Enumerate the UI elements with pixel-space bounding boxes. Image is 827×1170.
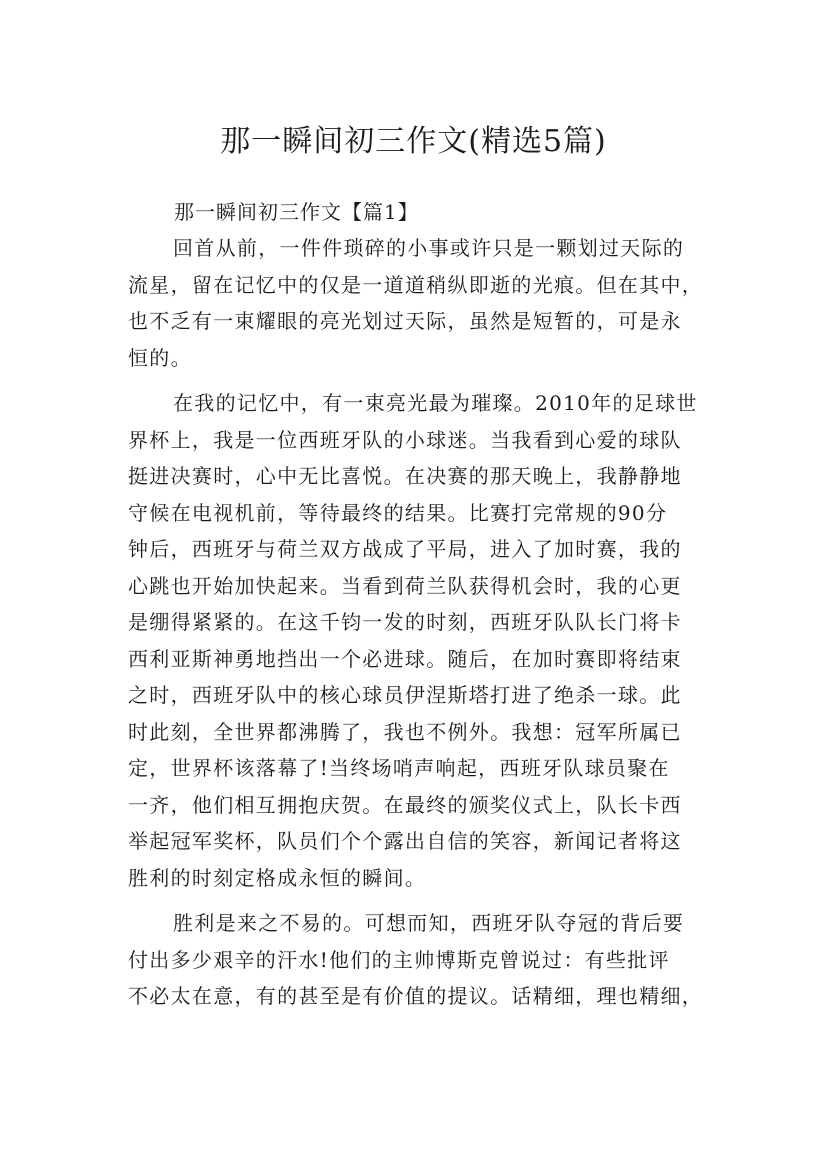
paragraph-line: 胜利是来之不易的。可想而知，西班牙队夺冠的背后要 [173, 911, 685, 935]
paragraph-line: 西利亚斯神勇地挡出一个必进球。随后，在加时赛即将结束 [128, 646, 682, 671]
paragraph-line: 界杯上，我是一位西班牙队的小球迷。当我看到心爱的球队 [128, 427, 682, 452]
paragraph-line: 钟后，西班牙与荷兰双方战成了平局，进入了加时赛，我的 [128, 537, 682, 561]
paragraph-line: 回首从前，一件件琐碎的小事或许只是一颗划过天际的 [173, 236, 685, 260]
paragraph-line: 流星，留在记忆中的仅是一道道稍纵即逝的光痕。但在其中， [128, 272, 704, 297]
paragraph [128, 230, 704, 376]
document-body [128, 230, 704, 1024]
paragraph-line: 胜利的时刻定格成永恒的瞬间。 [128, 865, 427, 890]
paragraph-line: 定，世界杯该落幕了!当终场哨声响起，西班牙队球员聚在 [128, 756, 670, 780]
paragraph-line: 时此刻，全世界都沸腾了，我也不例外。我想：冠军所属已 [128, 719, 682, 744]
paragraph-line: 心跳也开始加快起来。当看到荷兰队获得机会时，我的心更 [128, 573, 682, 598]
paragraph-line: 一齐，他们相互拥抱庆贺。在最终的颁奖仪式上，队长卡西 [128, 792, 682, 817]
paragraph-line: 恒的。 [128, 345, 192, 370]
section-heading: 那一瞬间初三作文【篇1】 [174, 200, 419, 224]
paragraph-line: 付出多少艰辛的汗水!他们的主帅博斯克曾说过：有些批评 [128, 947, 670, 972]
paragraph [128, 385, 698, 896]
paragraph-line: 也不乏有一束耀眼的亮光划过天际，虽然是短暂的，可是永 [128, 309, 682, 333]
paragraph-line: 不必太在意，有的甚至是有价值的提议。话精细，理也精细， [128, 984, 704, 1008]
paragraph-line: 举起冠军奖杯，队员们个个露出自信的笑容，新闻记者将这 [128, 829, 682, 853]
paragraph-line: 之时，西班牙队中的核心球员伊涅斯塔打进了绝杀一球。此 [128, 683, 682, 707]
paragraph-line: 在我的记忆中，有一束亮光最为璀璨。2010年的足球世 [173, 391, 698, 415]
paragraph-line: 守候在电视机前，等待最终的结果。比赛打完常规的90分 [128, 500, 668, 525]
paragraph-line: 是绷得紧紧的。在这千钧一发的时刻，西班牙队队长门将卡 [128, 610, 682, 634]
paragraph-line: 挺进决赛时，心中无比喜悦。在决赛的那天晚上，我静静地 [128, 464, 682, 488]
paragraph [128, 905, 704, 1015]
document-title: 那一瞬间初三作文(精选5篇) [220, 124, 607, 160]
